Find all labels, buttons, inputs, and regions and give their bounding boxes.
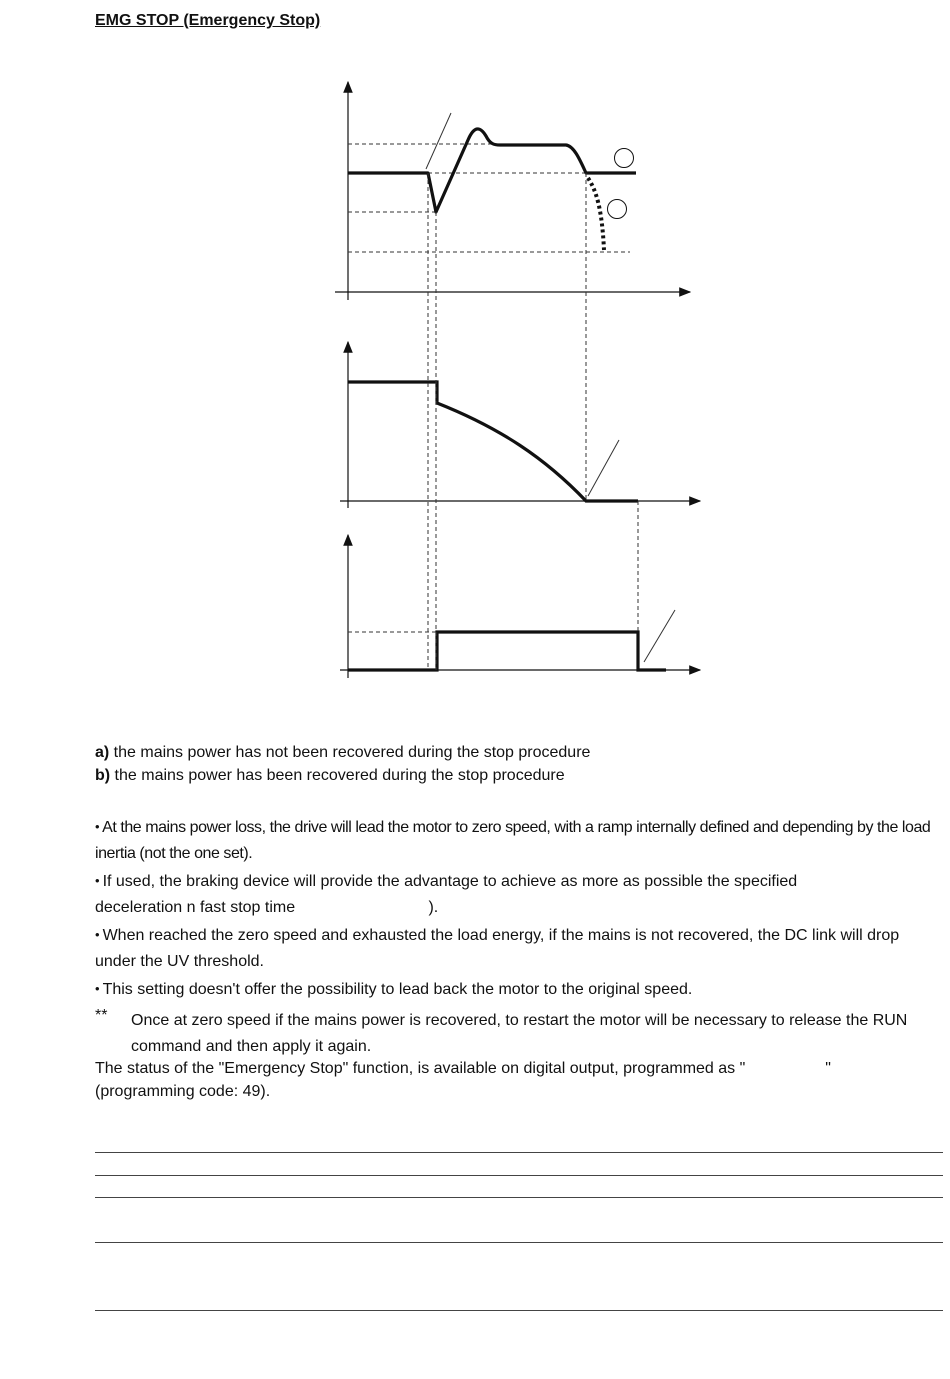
label-circle-a bbox=[608, 200, 627, 219]
zero-speed-pointer bbox=[588, 440, 619, 496]
output-reset-pointer bbox=[644, 610, 675, 662]
status-line-1: The status of the "Emergency Stop" function, is available on digital output, programmed as " " bbox=[95, 1060, 831, 1077]
table-rule bbox=[95, 1197, 943, 1198]
motor-speed-curve bbox=[348, 382, 638, 501]
legend-b: b) the mains power has been recovered during the stop procedure bbox=[95, 767, 565, 784]
note-text: Once at zero speed if the mains power is recovered, to restart the motor will be necessary to release the RUN command and then apply it again. bbox=[131, 1012, 908, 1055]
bullet-item: • This setting doesn't offer the possibility to lead back the motor to the original speed. bbox=[95, 981, 693, 998]
motor-speed-graph bbox=[340, 342, 700, 508]
bullet-item: • At the mains power loss, the drive will lead the motor to zero speed, with a ramp internally defined and depending by the load inertia (not the one set). bbox=[95, 819, 931, 862]
emergency-output-signal bbox=[348, 632, 666, 670]
graph1-reference-lines bbox=[348, 144, 630, 252]
page-title: EMG STOP (Emergency Stop) bbox=[95, 12, 321, 29]
legend-a: a) the mains power has not been recovered during the stop procedure bbox=[95, 744, 591, 761]
voltage-drop-curve-a bbox=[588, 178, 604, 250]
table-rule bbox=[95, 1242, 943, 1243]
bullet-item: • When reached the zero speed and exhausted the load energy, if the mains is not recovered, the DC link will drop under the UV threshold. bbox=[95, 927, 900, 970]
label-circle-b bbox=[615, 149, 634, 168]
note-marker: ** bbox=[95, 1007, 108, 1024]
bullet-item: • If used, the braking device will provide the advantage to achieve as more as possible the specified deceleration n fast stop time ). bbox=[95, 873, 802, 916]
time-markers bbox=[428, 173, 638, 670]
table-rule bbox=[95, 1310, 943, 1311]
table-rule bbox=[95, 1175, 943, 1176]
status-line-2: (programming code: 49). bbox=[95, 1083, 271, 1100]
emergency-output-graph bbox=[340, 535, 700, 678]
dc-link-voltage-curve bbox=[348, 129, 636, 212]
table-rule bbox=[95, 1152, 943, 1153]
mains-loss-pointer bbox=[426, 113, 451, 169]
dc-link-voltage-graph bbox=[335, 82, 690, 300]
